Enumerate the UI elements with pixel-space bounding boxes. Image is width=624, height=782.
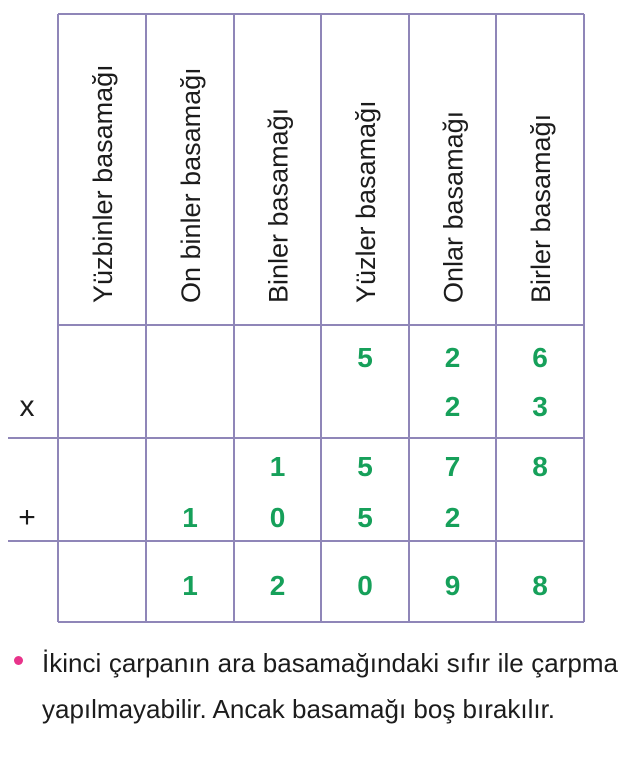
digit-cell: 1 <box>182 502 198 533</box>
digit-cell: 8 <box>532 451 548 482</box>
digit-cell: 5 <box>357 342 373 373</box>
column-header: Yüzbinler basamağı <box>88 64 118 303</box>
digit-cell: 9 <box>444 570 461 601</box>
digit-cell: 5 <box>357 502 373 533</box>
note-text: İkinci çarpanın ara basamağındaki sıfır ile çarpma yapılmayabilir. Ancak basamağı boş bırakılır. <box>42 648 618 724</box>
digit-cells <box>182 342 548 601</box>
operation-sign: x <box>19 390 35 423</box>
digit-cell: 2 <box>444 502 461 533</box>
digit-cell: 8 <box>532 570 548 601</box>
digit-cell: 0 <box>269 502 286 533</box>
column-header: Yüzler basamağı <box>351 100 381 303</box>
column-header: Birler basamağı <box>526 113 556 303</box>
bullet-icon <box>14 656 23 665</box>
operation-signs <box>18 390 36 534</box>
digit-cell: 2 <box>269 570 286 601</box>
digit-cell: 7 <box>444 451 461 482</box>
digit-cell: 3 <box>532 391 548 422</box>
column-header: On binler basamağı <box>176 67 206 303</box>
digit-cell: 1 <box>269 451 286 482</box>
info-note <box>14 640 618 732</box>
digit-cell: 6 <box>532 342 548 373</box>
digit-cell: 0 <box>357 570 373 601</box>
digit-cell: 1 <box>182 570 198 601</box>
column-header: Onlar basamağı <box>438 110 469 303</box>
digit-cell: 2 <box>444 342 461 373</box>
digit-cell: 5 <box>357 451 373 482</box>
digit-cell: 2 <box>444 391 461 422</box>
column-header: Binler basamağı <box>263 107 294 303</box>
operation-sign: + <box>18 501 36 534</box>
